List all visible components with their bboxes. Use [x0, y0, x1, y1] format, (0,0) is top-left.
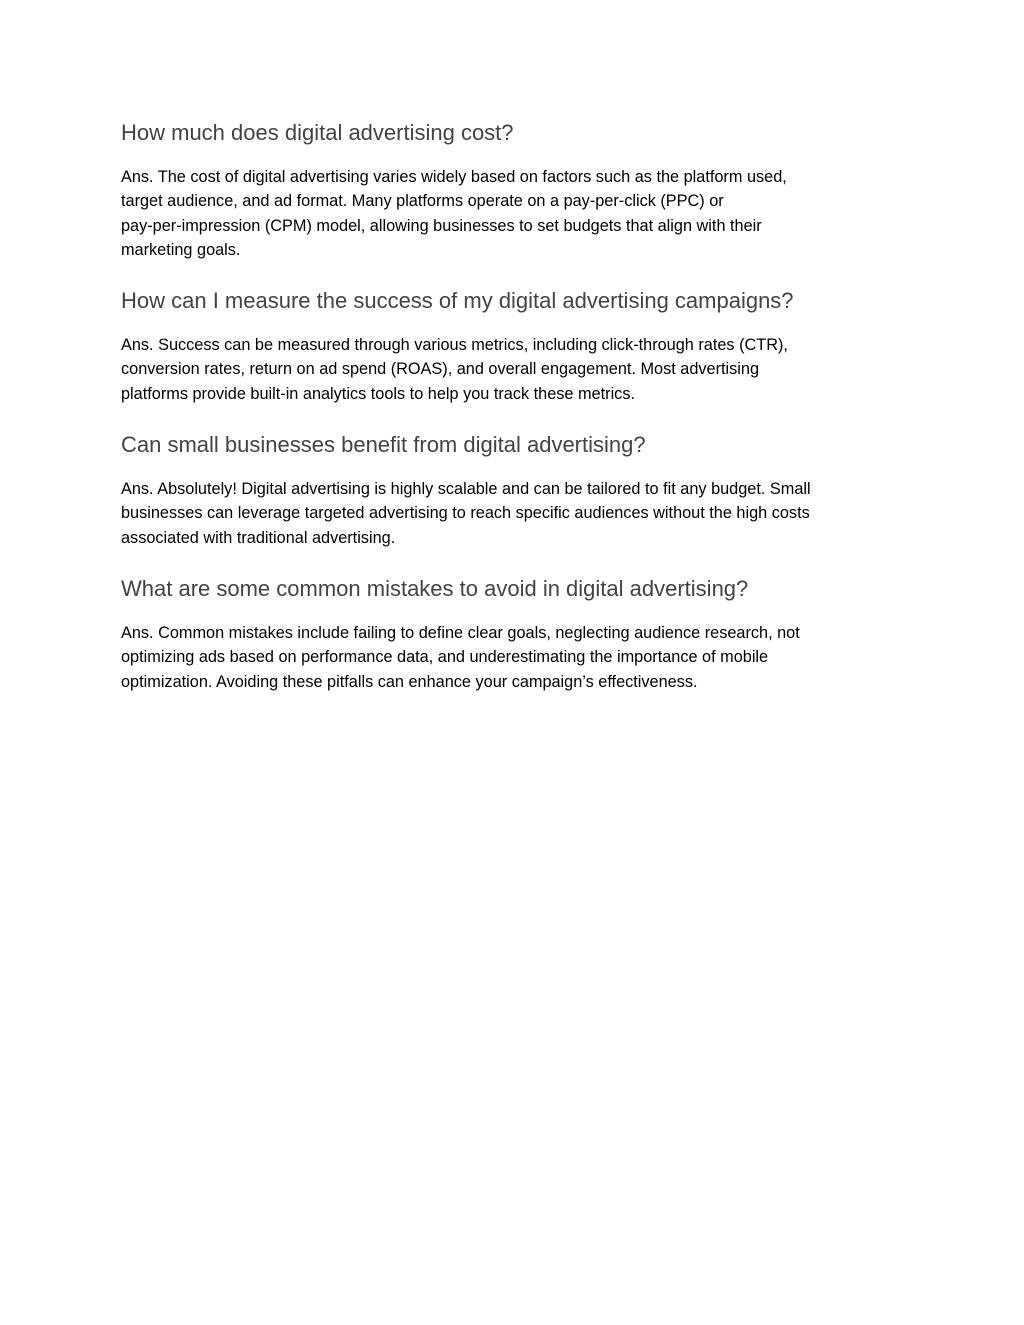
- answer-line: optimizing ads based on performance data, and underestimating the importance of mobile: [121, 648, 769, 667]
- answer-line: businesses can leverage targeted advertising to reach specific audiences without the high costs: [121, 504, 810, 523]
- faq-question: What are some common mistakes to avoid in digital advertising?: [121, 575, 749, 601]
- faq-item-small-businesses: [121, 430, 911, 550]
- answer-line: Ans. Absolutely! Digital advertising is highly scalable and can be tailored to fit any budget. Small: [121, 480, 811, 499]
- faq-question: How much does digital advertising cost?: [121, 120, 514, 145]
- answer-line: Ans. The cost of digital advertising varies widely based on factors such as the platform used,: [121, 168, 787, 186]
- faq-item-measure-success: [121, 286, 911, 406]
- answer-line: conversion rates, return on ad spend (ROAS), and overall engagement. Most advertising: [121, 360, 760, 379]
- faq-answer: [121, 621, 911, 694]
- answer-line: associated with traditional advertising.: [121, 528, 396, 547]
- answer-line: platforms provide built-in analytics tools to help you track these metrics.: [121, 384, 635, 403]
- answer-line: optimization. Avoiding these pitfalls can enhance your campaign’s effectiveness.: [121, 672, 698, 691]
- faq-answer: [121, 333, 911, 406]
- answer-line: pay-per-impression (CPM) model, allowing businesses to set budgets that align with their: [121, 216, 762, 235]
- answer-line: target audience, and ad format. Many platforms operate on a pay-per-click (PPC) or: [121, 192, 724, 211]
- answer-line: Ans. Common mistakes include failing to define clear goals, neglecting audience research, not: [121, 623, 800, 642]
- faq-item-cost: [121, 118, 911, 262]
- faq-item-common-mistakes: [121, 574, 911, 694]
- faq-question: Can small businesses benefit from digital advertising?: [121, 432, 646, 458]
- document-page: [121, 118, 911, 718]
- answer-line: Ans. Success can be measured through various metrics, including click-through rates (CTR),: [121, 336, 788, 355]
- faq-answer: [121, 477, 911, 550]
- faq-question: How can I measure the success of my digital advertising campaigns?: [121, 288, 794, 314]
- answer-line: marketing goals.: [121, 240, 241, 259]
- faq-answer: [121, 165, 911, 262]
